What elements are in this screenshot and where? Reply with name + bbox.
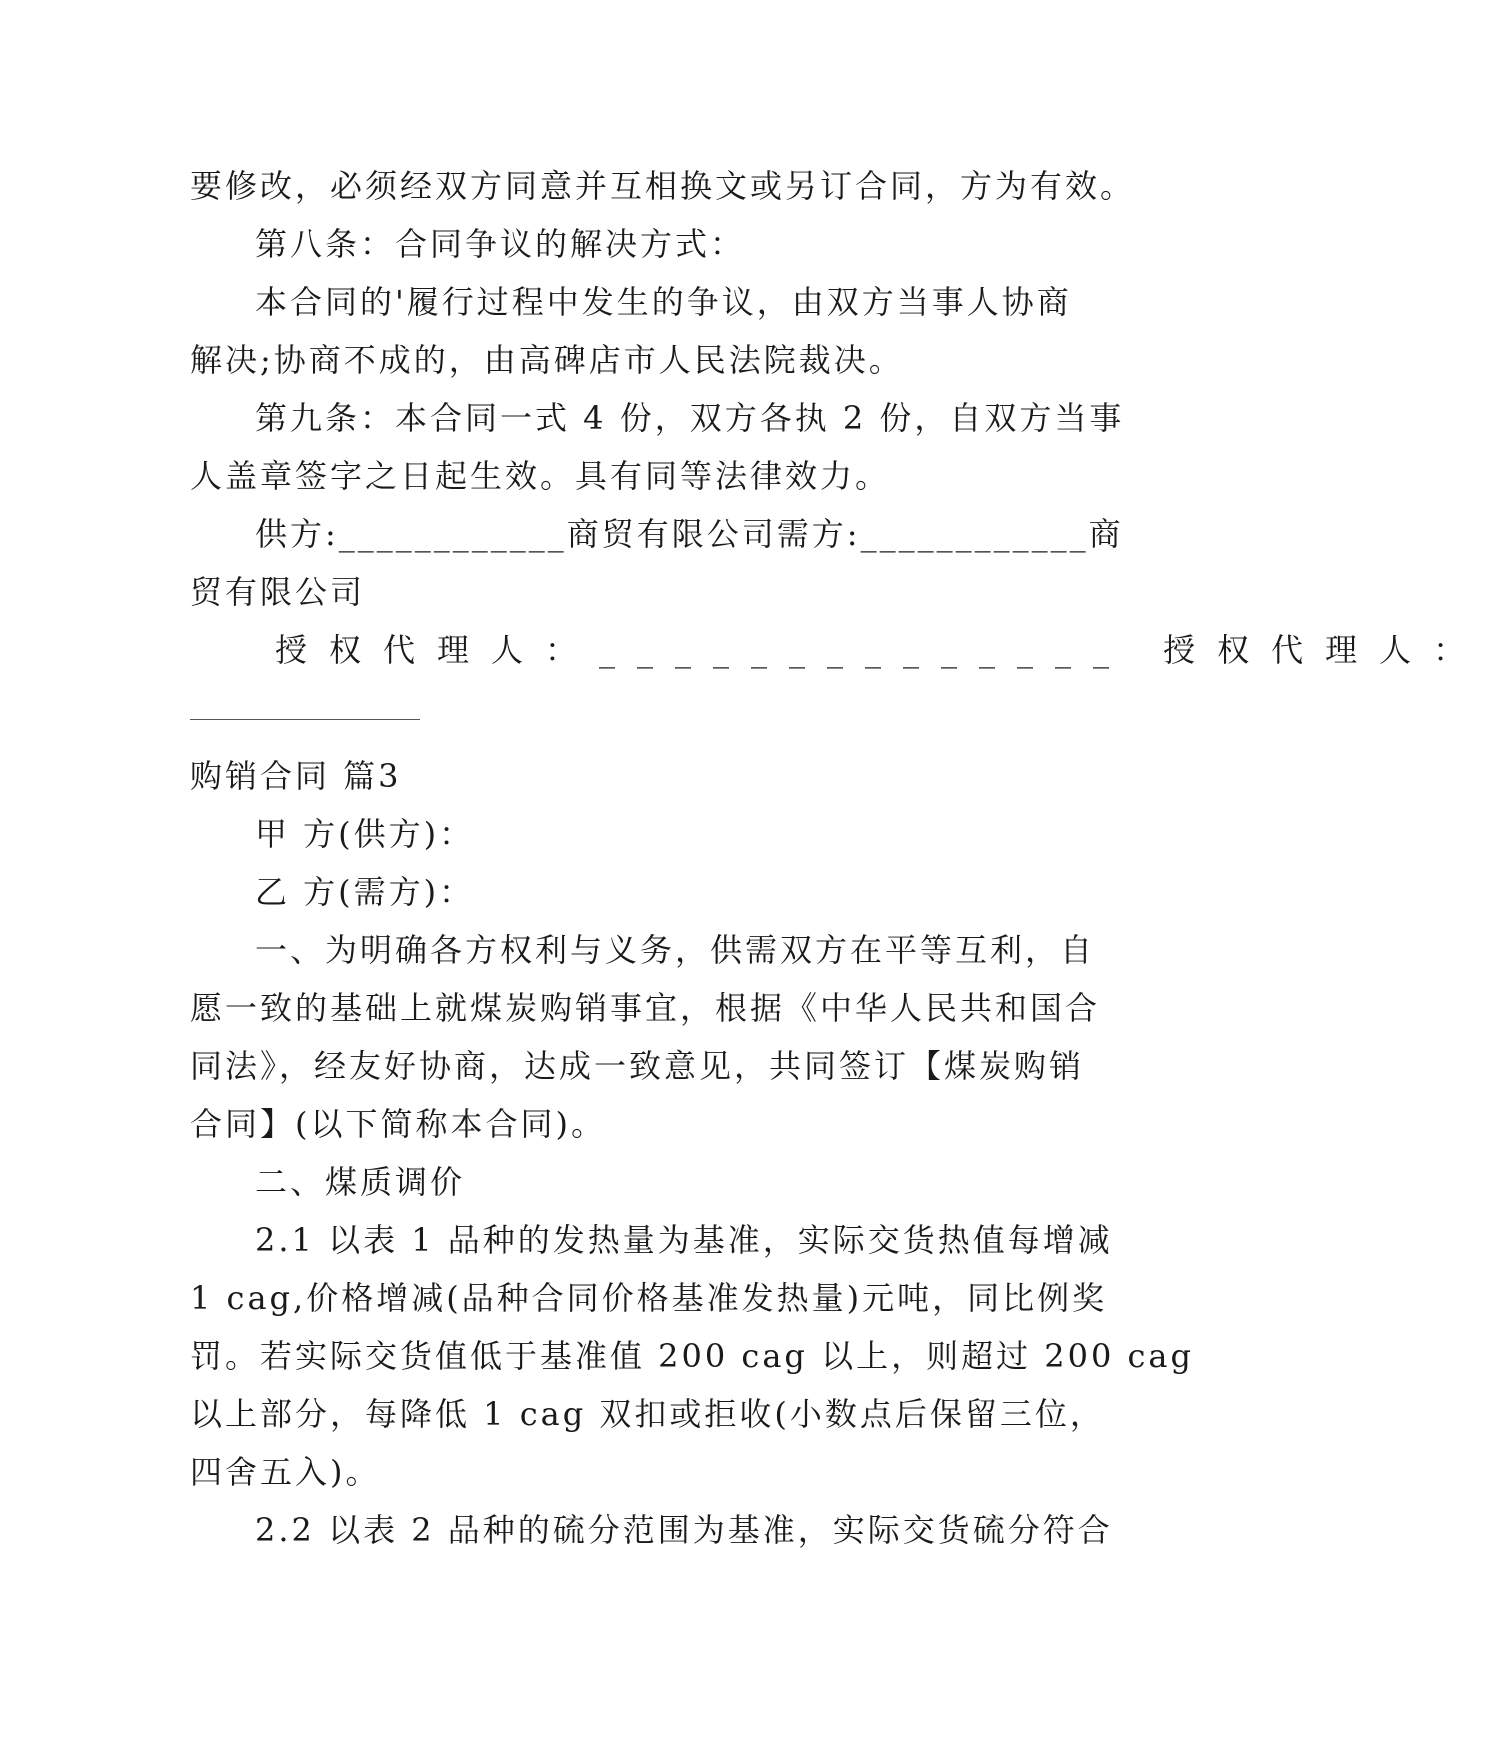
party-b-label: 乙 方(需方)： [255, 873, 475, 911]
paragraph-line: 合同】(以下简称本合同)。 [190, 1105, 606, 1143]
clause-2-1-line: 2.1 以表 1 品种的发热量为基准，实际交货热值每增减 [255, 1221, 1113, 1259]
clause-2-heading: 二、煤质调价 [255, 1163, 466, 1201]
party-a-label: 甲 方(供方)： [255, 815, 475, 853]
paragraph-line: 人盖章签字之日起生效。具有同等法律效力。 [190, 457, 891, 495]
authorized-agent-line: 授权代理人：______________ 授权代理人： [275, 631, 1487, 669]
paragraph-line: 要修改，必须经双方同意并互相换文或另订合同，方为有效。 [190, 167, 1136, 205]
clause-2-2-line: 2.2 以表 2 品种的硫分范围为基准，实际交货硫分符合 [255, 1511, 1113, 1549]
paragraph-line: 本合同的'履行过程中发生的争议，由双方当事人协商 [255, 283, 1072, 321]
signature-blank-rule [190, 719, 420, 720]
paragraph-line: 解决;协商不成的，由高碑店市人民法院裁决。 [190, 341, 904, 379]
paragraph-line: 愿一致的基础上就煤炭购销事宜，根据《中华人民共和国合 [190, 989, 1101, 1027]
section-title: 购销合同 篇3 [190, 757, 402, 795]
paragraph-line: 1 cag,价格增减(品种合同价格基准发热量)元吨，同比例奖 [190, 1279, 1108, 1317]
paragraph-line: 四舍五入)。 [190, 1453, 381, 1491]
article-8-heading: 第八条：合同争议的解决方式： [255, 225, 746, 263]
paragraph-line: 以上部分，每降低 1 cag 双扣或拒收(小数点后保留三位， [190, 1395, 1105, 1433]
paragraph-line: 贸有限公司 [190, 573, 366, 611]
paragraph-line: 罚。若实际交货值低于基准值 200 cag 以上，则超过 200 cag [190, 1337, 1194, 1375]
signature-parties-line: 供方:____________商贸有限公司需方:____________商 [255, 515, 1124, 553]
article-9-line: 第九条：本合同一式 4 份，双方各执 2 份，自双方当事 [255, 399, 1125, 437]
clause-1-line: 一、为明确各方权利与义务，供需双方在平等互利，自 [255, 931, 1096, 969]
paragraph-line: 同法》，经友好协商，达成一致意见，共同签订【煤炭购销 [190, 1047, 1085, 1085]
